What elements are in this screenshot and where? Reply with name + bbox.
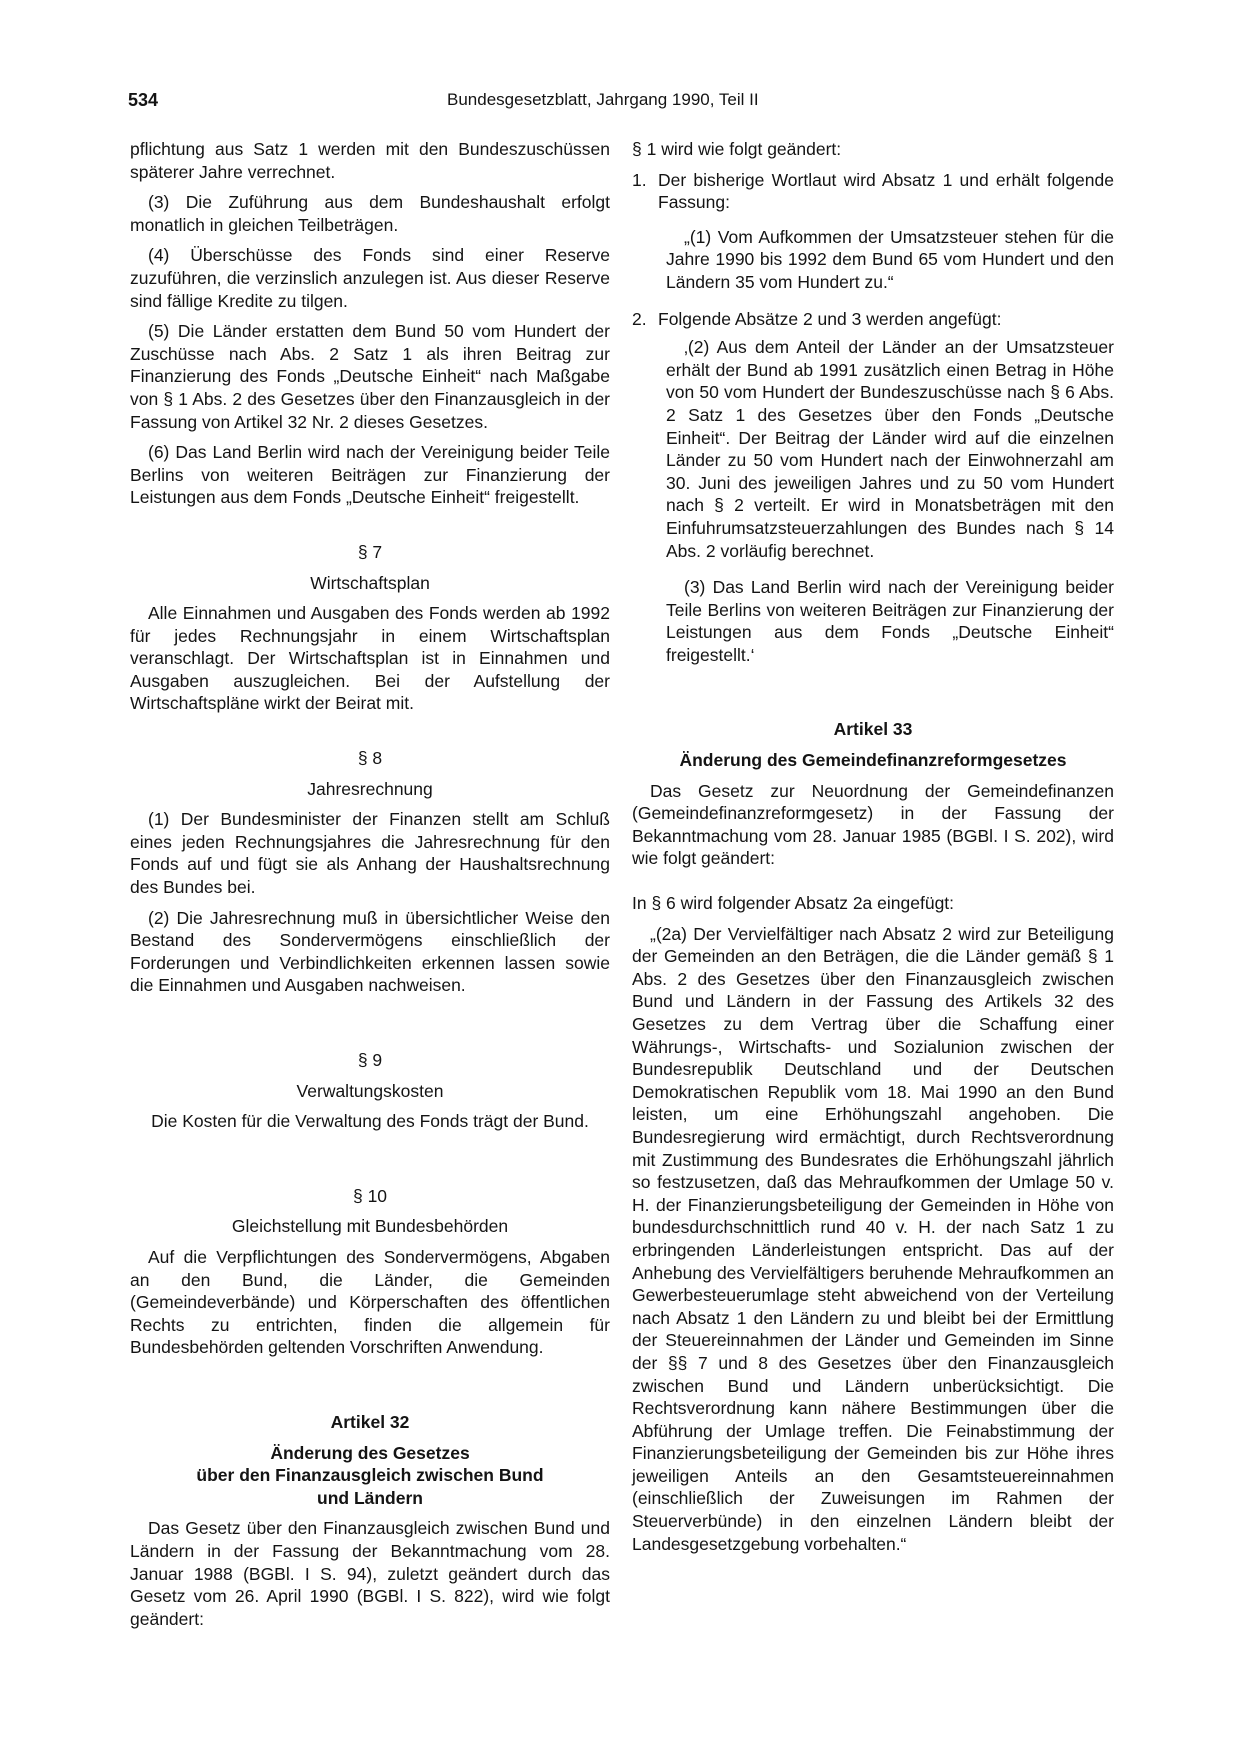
paragraph-5: (5) Die Länder erstatten dem Bund 50 vom Hundert der Zuschüsse nach Abs. 2 Satz 1 als ihren Beitrag zur Finanzierung des Fonds „Deutsche Einheit“ nach Maßgabe von § 1 Abs. 2 des Gesetzes über den Finanzausgleich in der Fassung von Artikel 32 Nr. 2 dieses Gesetzes. bbox=[130, 321, 610, 432]
page-number: 534 bbox=[128, 90, 159, 110]
section-10-number: § 10 bbox=[352, 1185, 388, 1206]
list-item-number: 2. bbox=[632, 308, 647, 329]
paragraph-6: (6) Das Land Berlin wird nach der Vereinigung beider Teile Berlins von weiteren Beiträgen zur Finanzierung der Leistungen aus dem Fonds „Deutsche Einheit“ freigestellt. bbox=[130, 442, 610, 508]
list-item-1 bbox=[632, 169, 1114, 214]
list-item-text: Folgende Absätze 2 und 3 werden angefügt: bbox=[658, 308, 1002, 329]
section-10-text: Auf die Verpflichtungen des Sondervermögens, Abgaben an den Bund, die Länder, die Gemeinden (Gemeindeverbände) und Körperschaften des öffentlichen Rechts zu entrichten, finden die allgemein für Bundesbehörden geltenden Vorschriften Anwendung. bbox=[130, 1246, 610, 1358]
right-column bbox=[632, 138, 1114, 1563]
section-9-text: Die Kosten für die Verwaltung des Fonds trägt der Bund. bbox=[151, 1111, 589, 1132]
quote-absatz-2: ‚(2) Aus dem Anteil der Länder an der Umsatzsteuer erhält der Bund ab 1991 zusätzlich einen Betrag in Höhe von 50 vom Hundert der Bundeszuschüsse nach § 6 Abs. 2 Satz 1 des Gesetzes über den Fonds „Deutsche Einheit“. Der Beitrag der Länder wird auf die einzelnen Länder zu 50 vom Hundert nach der Einwohnerzahl am 30. Juni des jeweiligen Jahres und zu 50 vom Hundert nach § 2 verteilt. Er wird in Monatsbeträgen mit den Einfuhrumsatzsteuerzahlungen des Bundes nach § 14 Abs. 2 vorläufig berechnet. bbox=[666, 337, 1114, 561]
paragraph-3: (3) Die Zuführung aus dem Bundeshaushalt erfolgt monatlich in gleichen Teilbeträgen. bbox=[130, 192, 610, 235]
article-33-amendment-intro: In § 6 wird folgender Absatz 2a eingefügt: bbox=[632, 893, 955, 914]
section-8-number: § 8 bbox=[357, 748, 383, 769]
section-7-number: § 7 bbox=[357, 541, 383, 562]
article-32-title-line-3: und Ländern bbox=[317, 1487, 423, 1508]
paragraph-continuation: pflichtung aus Satz 1 werden mit den Bundeszuschüssen späterer Jahre verrechnet. bbox=[130, 139, 610, 182]
section-9-title: Verwaltungskosten bbox=[296, 1080, 444, 1101]
quote-absatz-1: „(1) Vom Aufkommen der Umsatzsteuer stehen für die Jahre 1990 bis 1992 dem Bund 65 vom Hundert und den Ländern 35 vom Hundert zu.“ bbox=[666, 226, 1114, 292]
section-8-paragraph-1: (1) Der Bundesminister der Finanzen stellt am Schluß eines jeden Rechnungsjahres die Jahresrechnung für den Fonds auf und fügt sie als Anhang der Haushaltsrechnung des Bundes bei. bbox=[130, 809, 610, 898]
list-item-number: 1. bbox=[632, 169, 647, 190]
section-8-title: Jahresrechnung bbox=[307, 778, 433, 799]
article-32-text: Das Gesetz über den Finanzausgleich zwischen Bund und Ländern in der Fassung der Bekanntmachung vom 28. Januar 1988 (BGBl. I S. 94), zuletzt geändert durch das Gesetz vom 26. April 1990 (BGBl. I S. 822), wird wie folgt geändert: bbox=[130, 1518, 610, 1629]
amendment-intro: § 1 wird wie folgt geändert: bbox=[632, 139, 842, 159]
quote-absatz-2a: „(2a) Der Vervielfältiger nach Absatz 2 wird zur Beteiligung der Gemeinden an den Beträgen, die die Länder gemäß § 1 Abs. 2 des Gesetzes über den Finanzausgleich zwischen Bund und Ländern in der Fassung des Artikels 32 des Gesetzes zu dem Vertrag über die Schaffung einer Währungs-, Wirtschafts- und Sozialunion zwischen der Bundesrepublik Deutschland und der Deutschen Demokratischen Republik vom 18. Mai 1990 an den Bund leisten, um eine Erhöhungszahl angehoben. Die Bundesregierung wird ermächtigt, durch Rechtsverordnung mit Zustimmung des Bundesrates die Erhöhungszahl jährlich so festzusetzen, daß das Mehraufkommen der Umlage 50 v. H. der Finanzierungsbeteiligung der Gemeinden in Höhe von bundesdurchschnittlich rund 40 v. H. der nach Satz 1 zu erbringenden Länderleistungen entspricht. Das auf der Anhebung des Vervielfältigers beruhende Mehraufkommen an Gewerbesteuerumlage steht abweichend von der Verteilung nach Absatz 1 den Ländern zu und bleibt bei der Ermittlung der Steuereinnahmen der Länder und Gemeinden im Sinne der §§ 7 und 8 des Gesetzes über den Finanzausgleich zwischen Bund und Ländern unberücksichtigt. Die Rechtsverordnung kann nähere Bestimmungen über die Abführung der Umlage treffen. Die Feinabstimmung der Finanzierungsbeteiligung der Gemeinden bis zur Höhe ihres jeweiligen Anteils an den Gesamtsteuereinnahmen (einschließlich der Zuweisungen im Rahmen der Steuerverbünde) in den einzelnen Ländern bleibt der Landesgesetzgebung vorbehalten.“ bbox=[632, 923, 1114, 1554]
running-head: Bundesgesetzblatt, Jahrgang 1990, Teil II bbox=[447, 90, 759, 109]
list-item-2 bbox=[632, 308, 1114, 331]
article-33-text: Das Gesetz zur Neuordnung der Gemeindefinanzen (Gemeindefinanzreformgesetz) in der Fassung der Bekanntmachung vom 28. Januar 1985 (BGBl. I S. 202), wird wie folgt geändert: bbox=[632, 780, 1114, 869]
section-9-number: § 9 bbox=[357, 1050, 383, 1070]
list-item-text: Der bisherige Wortlaut wird Absatz 1 und erhält folgende Fassung: bbox=[658, 169, 1114, 213]
quote-absatz-3: (3) Das Land Berlin wird nach der Vereinigung beider Teile Berlins von weiteren Beiträgen zur Finanzierung der Leistungen aus dem Fonds „Deutsche Einheit“ freigestellt.‘ bbox=[666, 577, 1114, 665]
article-33-title: Änderung des Gemeindefinanzreformgesetzes bbox=[679, 750, 1067, 771]
section-7-title: Wirtschaftsplan bbox=[310, 572, 430, 593]
article-32-number: Artikel 32 bbox=[330, 1411, 410, 1432]
article-32-title-line-1: Änderung des Gesetzes bbox=[270, 1442, 470, 1463]
section-8-paragraph-2: (2) Die Jahresrechnung muß in übersichtlicher Weise den Bestand des Sondervermögens einschließlich der Forderungen und Verbindlichkeiten erkennen lassen sowie die Einnahmen und Ausgaben nachweisen. bbox=[130, 907, 610, 996]
section-10-title: Gleichstellung mit Bundesbehörden bbox=[231, 1216, 509, 1237]
section-7-text: Alle Einnahmen und Ausgaben des Fonds werden ab 1992 für jedes Rechnungsjahr in einem Wirtschaftsplan veranschlagt. Der Wirtschaftsplan ist in Einnahmen und Ausgaben auszugleichen. Bei der Aufstellung der Wirtschaftspläne wirkt der Beirat mit. bbox=[130, 603, 610, 714]
paragraph-4: (4) Überschüsse des Fonds sind einer Reserve zuzuführen, die verzinslich anzulegen ist. Aus dieser Reserve sind fällige Kredite zu tilgen. bbox=[130, 245, 610, 311]
left-column bbox=[130, 138, 610, 1638]
article-33-number: Artikel 33 bbox=[833, 719, 913, 740]
article-32-title-line-2: über den Finanzausgleich zwischen Bund bbox=[196, 1465, 544, 1486]
